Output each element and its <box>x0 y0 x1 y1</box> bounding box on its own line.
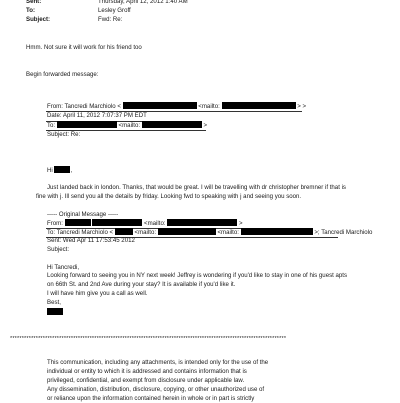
original-sent: Sent: Wed Apr 11 17:53:45 2012 <box>47 237 135 244</box>
forward-from-mailto: <mailto: <box>198 103 220 110</box>
message-para1-line1: Just landed back in london. Thanks, that would be great. I will be travelling with dr christopher bremner if that is <box>47 184 346 191</box>
redaction <box>167 219 237 226</box>
reply-signoff: Best, <box>47 299 61 306</box>
original-from-mailto: <mailto: <box>144 220 166 227</box>
forward-from-prefix: From: Tancredi Marchiolo < <box>47 103 121 110</box>
reply-greeting: Hi Tancredi, <box>47 264 80 271</box>
redaction <box>47 308 63 315</box>
forward-date: Date: April 11, 2012 7:07:37 PM EDT <box>47 112 147 119</box>
disclaimer-line-2: individual or entity to which it is addressed and contains information that is <box>47 368 247 375</box>
redaction <box>92 219 142 226</box>
forward-to <box>47 121 207 130</box>
redaction <box>54 166 70 173</box>
sent-label: Sent: <box>26 0 42 5</box>
subject-value: Fwd: Re: <box>98 16 123 23</box>
subject-row <box>26 16 70 24</box>
to-row <box>26 7 70 15</box>
reply-line-1: Looking forward to seeing you in NY next week! Jeffrey is wondering if you'd like to stay in one of his guest apts <box>47 272 348 279</box>
reply-line-3: I will have him give you a call as well. <box>47 290 148 297</box>
original-to-mailto-1: <mailto: <box>134 229 157 236</box>
redaction <box>241 228 313 235</box>
message-greeting: Hi , <box>47 167 73 174</box>
disclaimer-line-4: Any dissemination, distribution, disclosure, copying, or other unauthorized use of <box>47 386 265 393</box>
to-value: Lesley Groff <box>98 7 131 14</box>
redaction <box>222 102 296 109</box>
disclaimer-line-5: or reliance upon the information contained herein in whole or in part is strictly <box>47 395 255 402</box>
begin-forwarded: Begin forwarded message: <box>26 71 99 78</box>
original-from <box>47 219 243 228</box>
to-label: To: <box>26 7 36 14</box>
original-divider: ----- Original Message ----- <box>47 211 119 218</box>
original-to-suffix: >; Tancredi Marchiolo <box>314 229 373 236</box>
reply-line-2: on 66th St. and 2nd Ave during your stay? It is available if you'd like it. <box>47 281 236 288</box>
redaction <box>158 228 216 235</box>
reply-signature <box>47 308 63 317</box>
subject-label: Subject: <box>26 16 51 23</box>
message-para1-line2: fine with j. Ill send you all the details by friday. Looking fwd to speaking with j and seeing you soon. <box>36 193 302 200</box>
redaction <box>115 228 133 235</box>
body-line-1: Hmm. Not sure it will work for his friend too <box>26 44 142 51</box>
original-subject: Subject: <box>47 246 70 253</box>
sent-row <box>26 0 70 6</box>
sent-value: Thursday, April 12, 2012 1:40 AM <box>98 0 188 5</box>
original-to-mailto-2: <mailto: <box>217 229 239 236</box>
original-from-suffix: > <box>238 220 243 227</box>
redaction <box>57 121 117 128</box>
original-to-prefix: To: Tancredi Marchiolo < <box>47 229 114 236</box>
forward-from <box>47 102 306 111</box>
original-to <box>47 228 372 237</box>
disclaimer-line-3: privileged, confidential, and exempt from disclosure under applicable law. <box>47 377 245 384</box>
forward-to-suffix: > <box>203 122 208 129</box>
redaction <box>123 102 197 109</box>
message-greeting-text: Hi <box>47 167 53 174</box>
redaction <box>65 219 91 226</box>
forward-to-mailto: <mailto: <box>118 122 141 129</box>
separator-stars: ********************************************************************************************************************** <box>10 336 287 342</box>
disclaimer-line-1: This communication, including any attachments, is intended only for the use of the <box>47 359 269 366</box>
forward-subject: Subject: Re: <box>47 131 81 138</box>
forward-to-prefix: To: <box>47 122 56 129</box>
original-from-prefix: From: <box>47 220 63 227</box>
forward-from-suffix: > > <box>297 103 307 110</box>
redaction <box>142 121 202 128</box>
